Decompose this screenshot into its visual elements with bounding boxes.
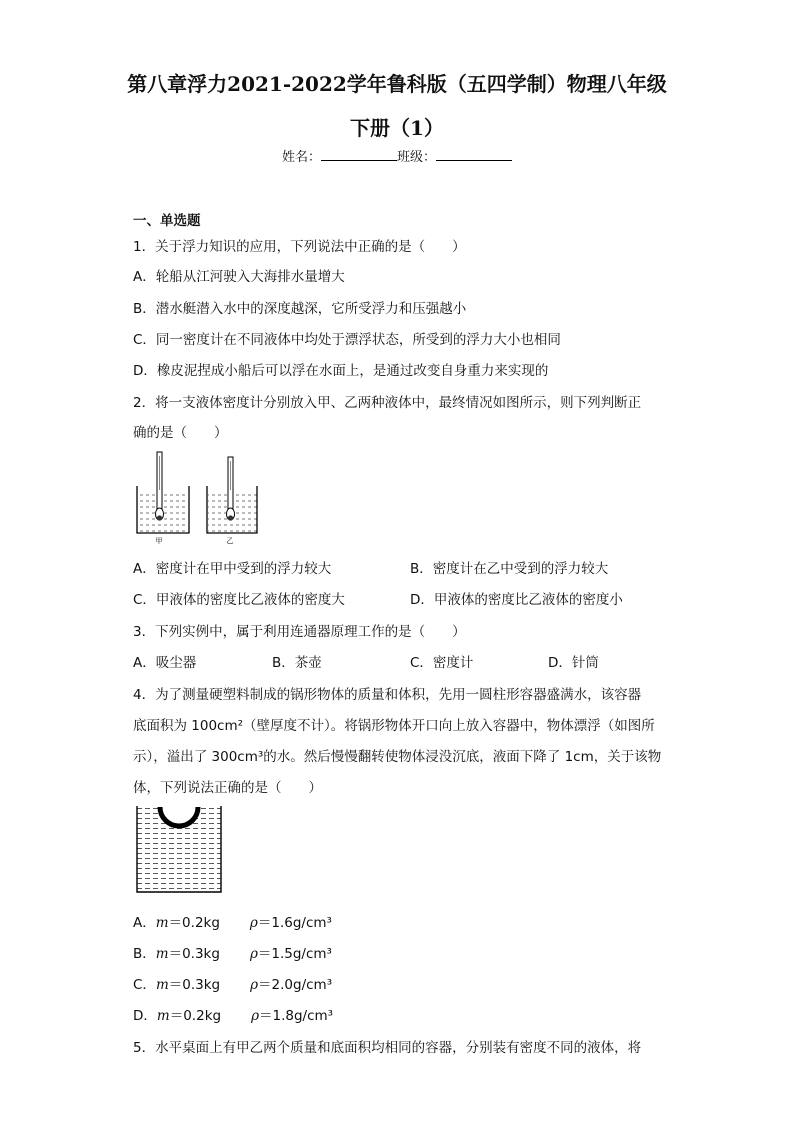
q3-stem: 3．下列实例中，属于利用连通器原理工作的是（ ） (133, 624, 466, 640)
q4-option-d: D．m＝0.2kg ρ＝1.8g/cm³ (133, 1008, 334, 1024)
q2-option-a: A．密度计在甲中受到的浮力较大 (133, 561, 332, 577)
q4-stem-3: 示），溢出了 300cm³的水。然后慢慢翻转使物体浸没沉底，液面下降了 1cm，关于该物 (133, 749, 662, 765)
fig-label-yi: 乙 (226, 537, 234, 545)
pot-in-container-figure (136, 806, 222, 894)
hydrometer-figure (133, 450, 258, 545)
q4-option-c: C．m＝0.3kg ρ＝2.0g/cm³ (133, 977, 333, 993)
name-blank (321, 148, 397, 161)
container-yi (207, 457, 258, 533)
q2-stem-1: 2．将一支液体密度计分别放入甲、乙两种液体中，最终情况如图所示，则下列判断正 (133, 395, 642, 411)
q3-option-d: D．针筒 (548, 655, 599, 671)
q1-option-a: A．轮船从江河驶入大海排水量增大 (133, 269, 345, 285)
container-jia (137, 452, 189, 533)
q5-stem-1: 5．水平桌面上有甲乙两个质量和底面积均相同的容器，分别装有密度不同的液体，将 (133, 1040, 642, 1056)
q4-stem-2: 底面积为 100cm²（壁厚度不计）。将锅形物体开口向上放入容器中，物体漂浮（如图所 (133, 718, 655, 734)
q3-option-c: C．密度计 (410, 655, 474, 671)
q4-option-b: B．m＝0.3kg ρ＝1.5g/cm³ (133, 946, 332, 962)
q1-option-c: C．同一密度计在不同液体中均处于漂浮状态，所受到的浮力大小也相同 (133, 332, 561, 348)
q2-option-c: C．甲液体的密度比乙液体的密度大 (133, 592, 345, 608)
q1-option-d: D．橡皮泥捏成小船后可以浮在水面上，是通过改变自身重力来实现的 (133, 363, 549, 379)
name-label: 姓名： (281, 150, 321, 165)
section-heading: 一、单选题 (133, 213, 201, 229)
fig-label-jia: 甲 (155, 537, 163, 545)
q2-option-d: D．甲液体的密度比乙液体的密度小 (410, 592, 623, 608)
q2-option-b: B．密度计在乙中受到的浮力较大 (410, 561, 609, 577)
q4-stem-4: 体，下列说法正确的是（ ） (133, 780, 322, 796)
name-class-line (0, 146, 794, 165)
q1-option-b: B．潜水艇潜入水中的深度越深，它所受浮力和压强越小 (133, 301, 467, 317)
title-line-1: 第八章浮力2021-2022学年鲁科版（五四学制）物理八年级 (127, 72, 667, 96)
q2-stem-2: 确的是（ ） (133, 425, 228, 441)
q1-stem: 1．关于浮力知识的应用，下列说法中正确的是（ ） (133, 239, 466, 255)
class-blank (436, 148, 512, 161)
q4-stem-1: 4．为了测量硬塑料制成的锅形物体的质量和体积，先用一圆柱形容器盛满水，该容器 (133, 687, 642, 703)
class-label: 班级： (397, 150, 437, 165)
q3-option-b: B．茶壶 (272, 655, 322, 671)
title-line-2: 下册（1） (350, 116, 444, 140)
q3-option-a: A．吸尘器 (133, 655, 197, 671)
q4-option-a: A．m＝0.2kg ρ＝1.6g/cm³ (133, 915, 332, 931)
